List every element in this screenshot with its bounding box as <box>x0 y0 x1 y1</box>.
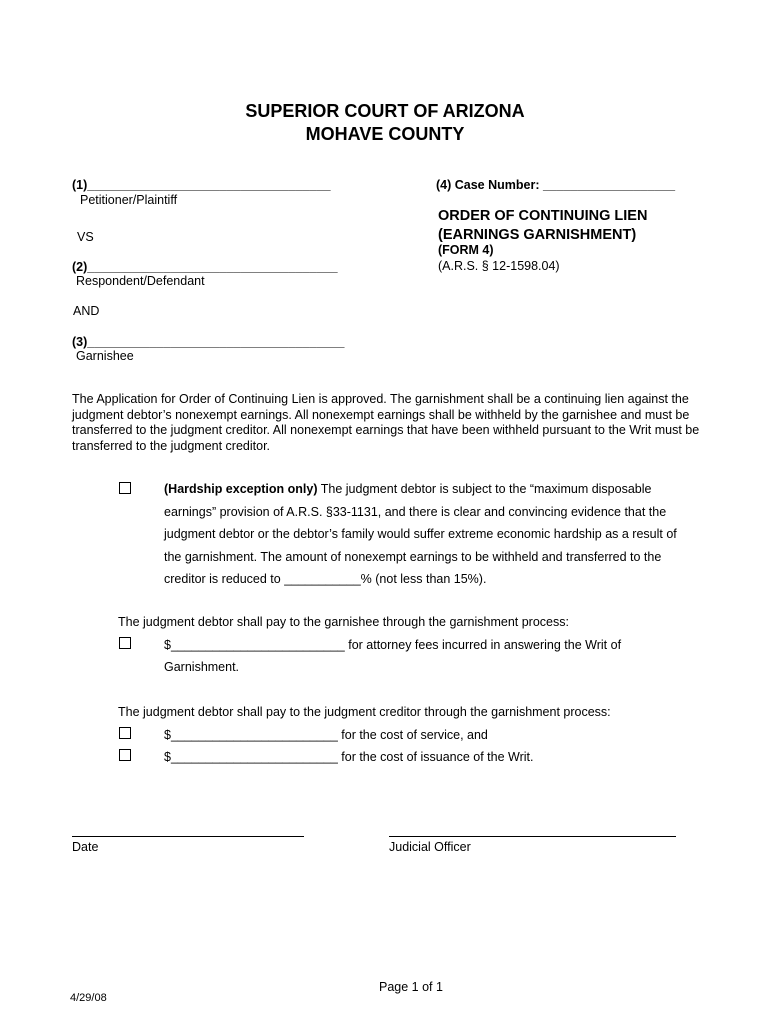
judicial-officer-signature-line[interactable] <box>389 836 676 837</box>
case-number-line: (4) Case Number: ___________________ <box>436 178 676 192</box>
party2-line: (2)____________________________________ <box>72 260 338 274</box>
page-number: Page 1 of 1 <box>379 980 443 994</box>
attorney-fee-line: $_________________________ for attorney fees incurred in answering the Writ of <box>164 638 622 652</box>
party3-role: Garnishee <box>76 349 134 363</box>
issuance-cost-line: $________________________ for the cost of issuance of the Writ. <box>164 750 534 764</box>
hardship-text: The judgment debtor is subject to the “maximum disposable earnings” provision of A.R.S. §33-1131, and there is clear and convincing evidence that the judgment debtor or the debtor’s family would suffer extreme economic hardship as a result of the garnishment. The amount of nonexempt earnings to be withheld and transferred to the creditor is reduced to ___________% (not less than 15%). <box>164 482 677 586</box>
service-cost-line: $________________________ for the cost of service, and <box>164 728 488 742</box>
party3-line: (3)_____________________________________ <box>72 335 345 349</box>
attorney-fee-continuation: Garnishment. <box>164 660 240 674</box>
vs-label: VS <box>77 230 94 244</box>
party1-role: Petitioner/Plaintiff <box>80 193 178 207</box>
order-title-line1: ORDER OF CONTINUING LIEN <box>438 208 648 224</box>
issuance-cost-checkbox[interactable] <box>119 749 131 761</box>
form-number: (FORM 4) <box>438 243 494 257</box>
service-cost-checkbox[interactable] <box>119 727 131 739</box>
and-label: AND <box>73 304 100 318</box>
attorney-fee-checkbox[interactable] <box>119 637 131 649</box>
court-title: SUPERIOR COURT OF ARIZONA <box>245 101 525 121</box>
judicial-officer-label: Judicial Officer <box>389 840 471 854</box>
revision-date: 4/29/08 <box>70 992 107 1004</box>
statute-reference: (A.R.S. § 12-1598.04) <box>438 259 560 273</box>
party1-line: (1)___________________________________ <box>72 178 331 192</box>
approval-paragraph: The Application for Order of Continuing Lien is approved. The garnishment shall be a continuing lien against the judgment debtor’s nonexempt earnings. All nonexempt earnings shall be withheld by the garnishee and must be transferred to the judgment creditor. All nonexempt earnings that have been withheld pursuant to the Writ must be transferred to the judgment creditor. <box>72 392 700 453</box>
hardship-checkbox[interactable] <box>119 482 131 494</box>
hardship-paragraph <box>164 478 684 591</box>
creditor-payment-intro: The judgment debtor shall pay to the judgment creditor through the garnishment process: <box>118 705 611 719</box>
date-label: Date <box>72 840 99 854</box>
garnishee-payment-intro: The judgment debtor shall pay to the garnishee through the garnishment process: <box>118 615 569 629</box>
party2-role: Respondent/Defendant <box>76 274 205 288</box>
date-signature-line[interactable] <box>72 836 304 837</box>
order-title-line2: (EARNINGS GARNISHMENT) <box>438 227 637 243</box>
hardship-label: (Hardship exception only) <box>164 482 318 496</box>
county-title: MOHAVE COUNTY <box>305 124 465 144</box>
